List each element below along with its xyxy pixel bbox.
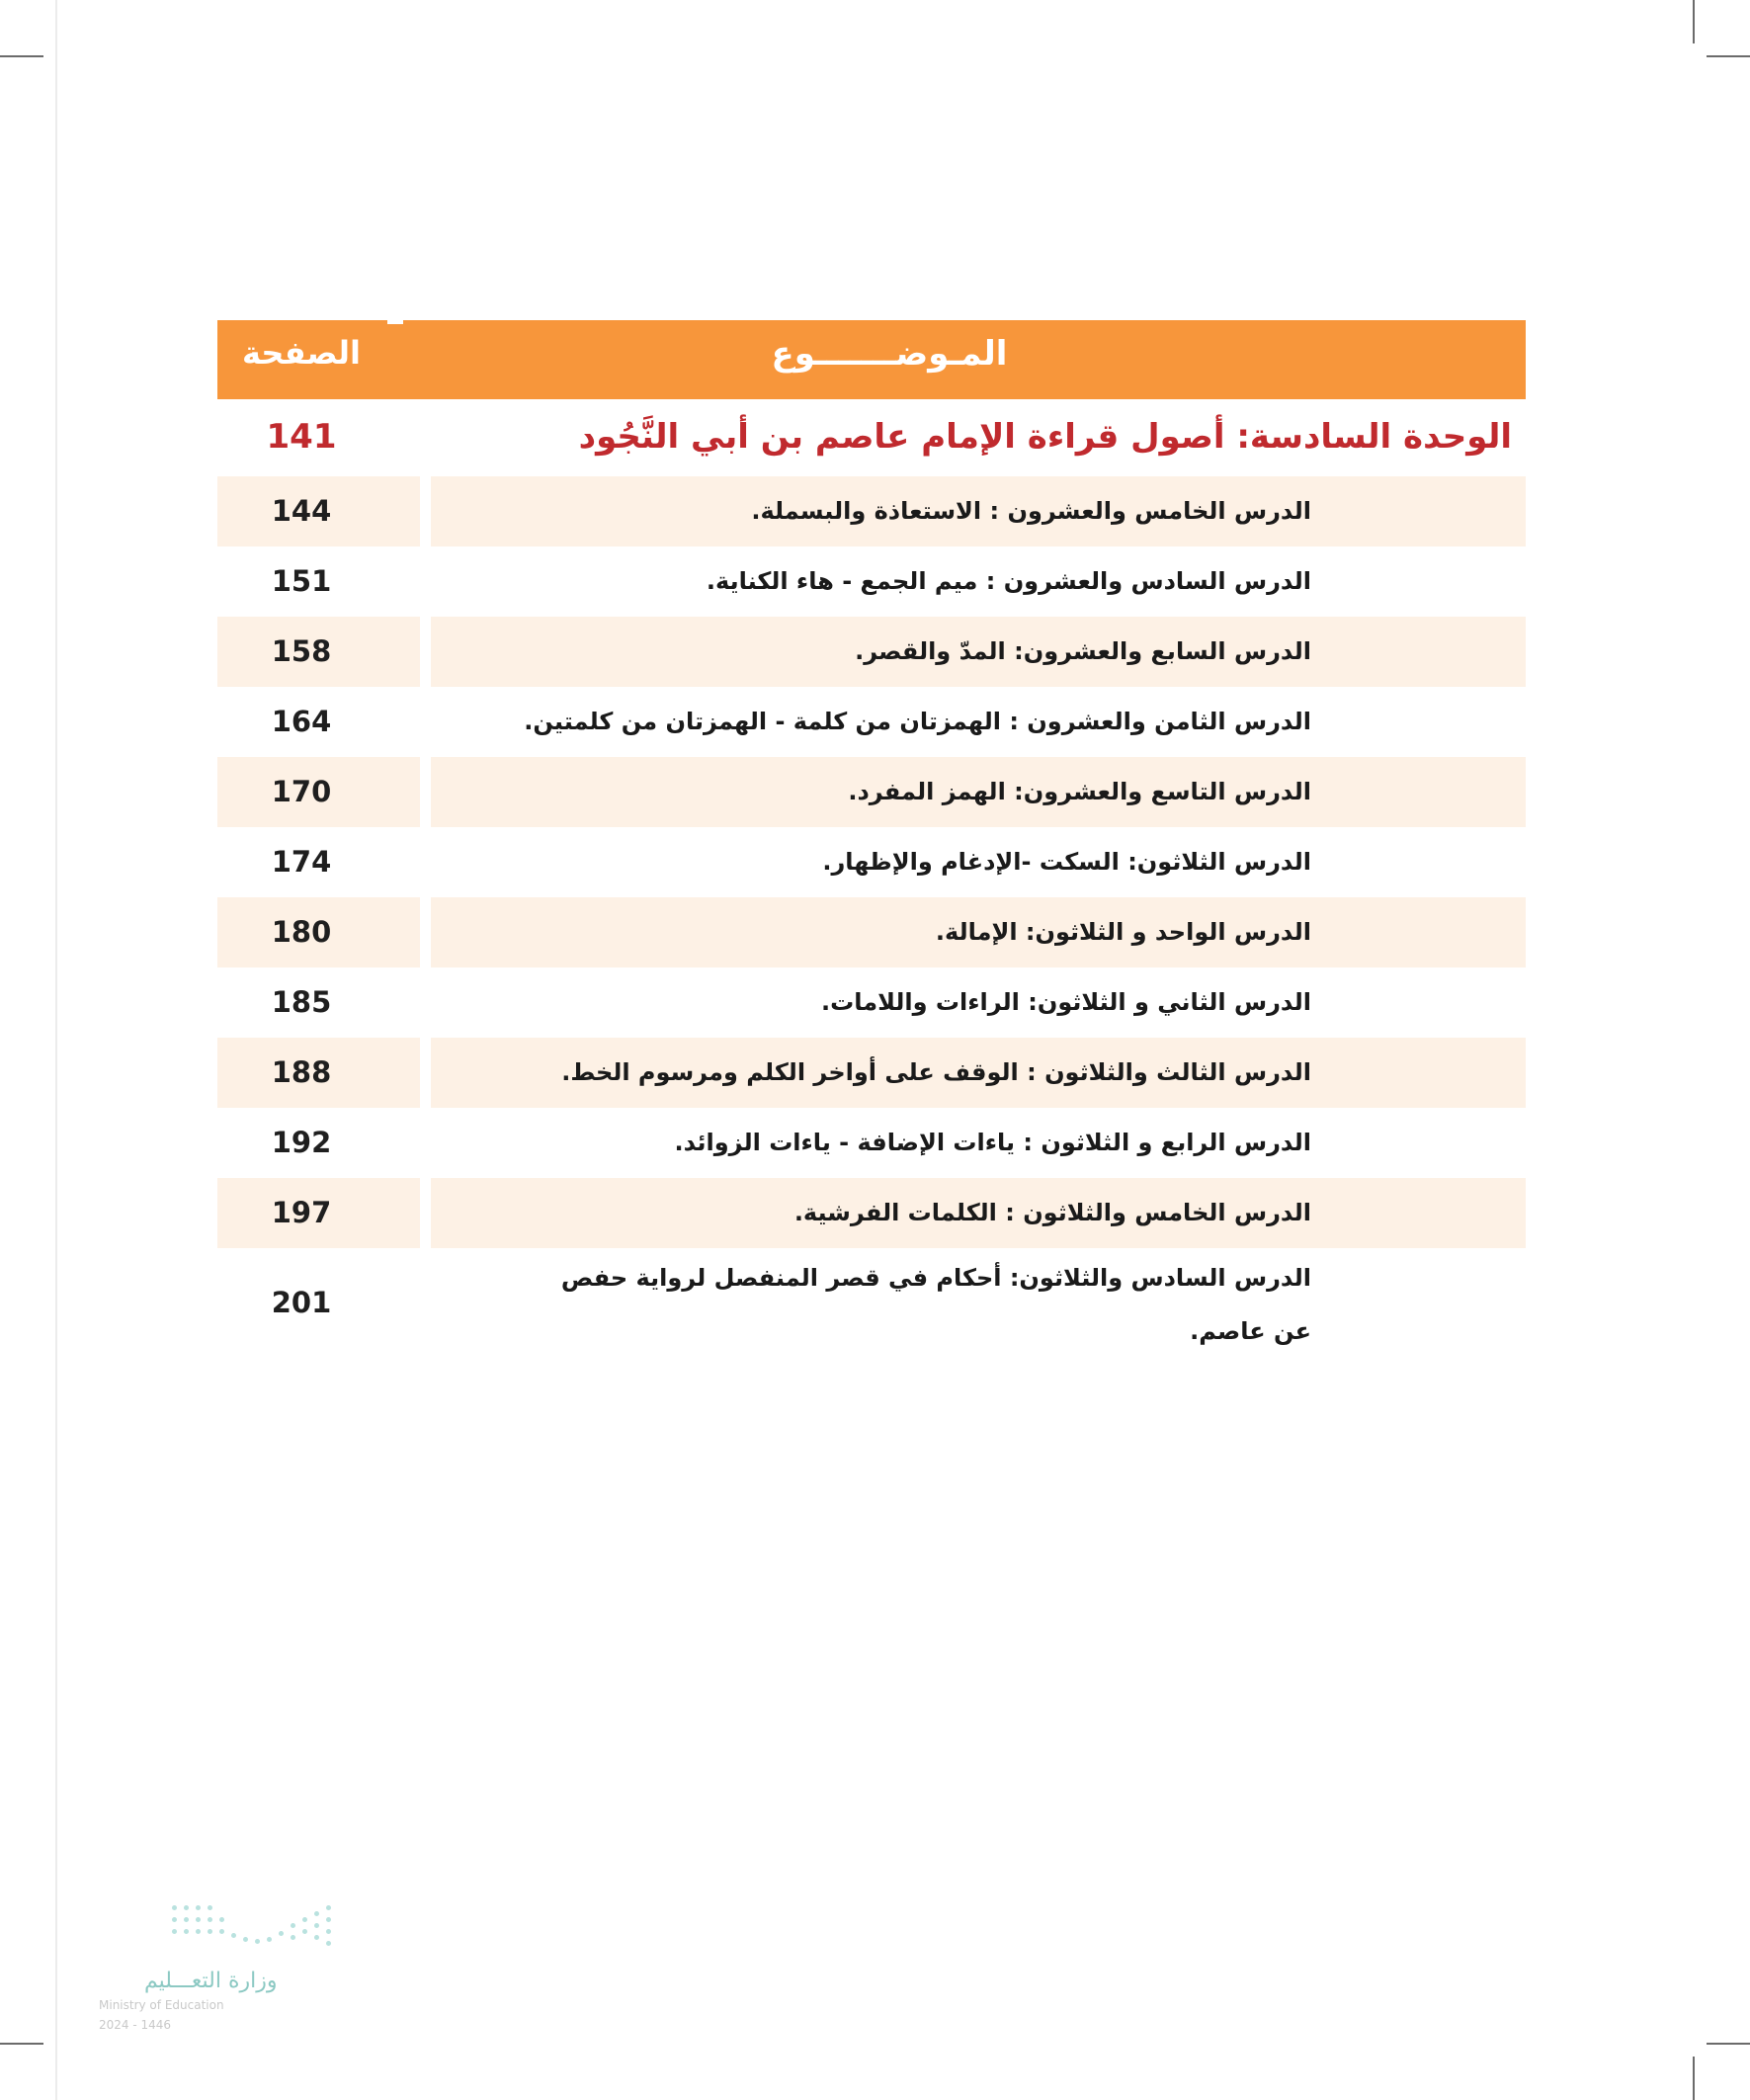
crop-mark-top-right-horizontal: [1707, 55, 1750, 57]
lesson-page-number: 174: [271, 845, 332, 879]
toc-row-lesson-28[interactable]: [217, 687, 1526, 757]
logo-dots-icon: [172, 1899, 340, 1955]
header-notch: [387, 320, 403, 324]
lesson-title: الدرس الرابع و الثلاثون : ياءات الإضافة - ياءات الزوائد.: [674, 1129, 1311, 1156]
lesson-title: الدرس التاسع والعشرون: الهمز المفرد.: [848, 778, 1311, 805]
lesson-title: الدرس السادس والثلاثون: أحكام في قصر المنفصل لرواية حفص عن عاصم.: [560, 1264, 1311, 1345]
logo-english-text: Ministry of Education: [99, 1998, 224, 2012]
toc-row-lesson-32[interactable]: [217, 967, 1526, 1038]
lesson-page-number: 197: [271, 1196, 332, 1229]
lesson-page-number: 170: [271, 775, 332, 808]
unit-title: الوحدة السادسة: أصول قراءة الإمام عاصم بن أبي النَّجُود: [578, 417, 1512, 457]
toc-row-lesson-26[interactable]: [217, 546, 1526, 617]
crop-mark-top-right-vertical: [1693, 0, 1695, 43]
ministry-logo: [95, 1895, 352, 2034]
lesson-title: الدرس الثاني و الثلاثون: الراءات واللامات.: [821, 988, 1311, 1016]
toc-row-lesson-30[interactable]: [217, 827, 1526, 897]
lesson-page-number: 180: [271, 915, 332, 949]
lesson-title: الدرس السابع والعشرون: المدّ والقصر.: [855, 637, 1311, 665]
crop-mark-top-left-horizontal: [0, 55, 43, 57]
crop-mark-bottom-left-horizontal: [0, 2043, 43, 2045]
lesson-title: الدرس السادس والعشرون : ميم الجمع - هاء الكناية.: [706, 567, 1311, 595]
lesson-title: الدرس الخامس والعشرون : الاستعاذة والبسملة.: [751, 497, 1311, 525]
lesson-title: الدرس الواحد و الثلاثون: الإمالة.: [935, 918, 1311, 946]
toc-row-lesson-35[interactable]: [217, 1178, 1526, 1248]
lesson-page-number: 144: [271, 494, 332, 528]
toc-row-lesson-31[interactable]: [217, 897, 1526, 967]
logo-arabic-text: وزارة التعـــليم: [144, 1969, 278, 1993]
crop-mark-bottom-right-horizontal: [1707, 2043, 1750, 2045]
lesson-page-number: 158: [271, 634, 332, 668]
toc-row-lesson-34[interactable]: [217, 1108, 1526, 1178]
lesson-page-number: 192: [271, 1126, 332, 1159]
lesson-page-number: 164: [271, 705, 332, 738]
lesson-page-number: 188: [271, 1055, 332, 1089]
lesson-page-number: 151: [271, 564, 332, 598]
page-edge-line: [55, 0, 57, 2100]
toc-row-lesson-27[interactable]: [217, 617, 1526, 687]
lesson-title: الدرس الثامن والعشرون : الهمزتان من كلمة - الهمزتان من كلمتين.: [524, 708, 1311, 735]
toc-row-lesson-29[interactable]: [217, 757, 1526, 827]
lesson-title: الدرس الخامس والثلاثون : الكلمات الفرشية.: [793, 1199, 1311, 1226]
toc-header: [217, 320, 1526, 399]
header-subject-label: المـوضـــــــوع: [771, 334, 1008, 374]
toc-row-lesson-33[interactable]: [217, 1038, 1526, 1108]
unit-row[interactable]: [217, 409, 1526, 472]
lesson-page-number: 201: [271, 1286, 332, 1319]
logo-year-text: 2024 - 1446: [99, 2018, 172, 2032]
toc-row-lesson-25[interactable]: [217, 476, 1526, 546]
lesson-title: الدرس الثلاثون: السكت -الإدغام والإظهار.: [822, 848, 1311, 876]
lesson-page-number: 185: [271, 985, 332, 1019]
toc-row-lesson-36[interactable]: [217, 1251, 1526, 1354]
unit-page-number: 141: [266, 417, 337, 457]
header-page-label: الصفحة: [241, 334, 361, 372]
lesson-title: الدرس الثالث والثلاثون : الوقف على أواخر الكلم ومرسوم الخط.: [561, 1058, 1311, 1086]
crop-mark-bottom-right-vertical: [1693, 2057, 1695, 2100]
